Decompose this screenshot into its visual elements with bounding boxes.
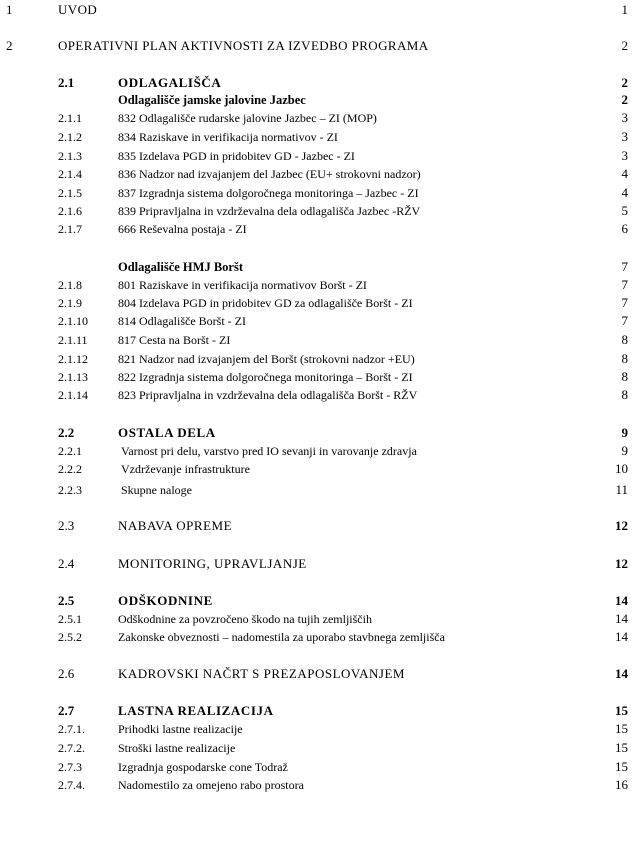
toc-number: 2.7.1. — [58, 722, 85, 736]
toc-page: 11 — [615, 482, 628, 497]
toc-title: OPERATIVNI PLAN AKTIVNOSTI ZA IZVEDBO PROGRAMA — [58, 38, 429, 53]
toc-number: 2.5.2 — [58, 630, 82, 644]
toc-entry-nabava-opreme[interactable] — [0, 518, 637, 534]
toc-title: Stroški lastne realizacije — [118, 741, 236, 755]
toc-number: 2 — [6, 38, 13, 53]
toc-title: 832 Odlagališče rudarske jalovine Jazbec – ZI (MOP) — [118, 111, 377, 125]
toc-entry[interactable] — [0, 351, 637, 367]
toc-number: 2.2.1 — [58, 444, 82, 458]
toc-entry[interactable] — [0, 148, 637, 164]
toc-title: NABAVA OPREME — [118, 518, 233, 533]
toc-entry[interactable] — [0, 759, 637, 775]
toc-title: Izgradnja gospodarske cone Todraž — [118, 760, 288, 774]
toc-entry-odlagalisca[interactable] — [0, 75, 637, 91]
toc-page: 3 — [621, 110, 628, 125]
toc-entry-uvod[interactable] — [0, 2, 637, 18]
toc-page: 2 — [621, 38, 628, 53]
toc-entry-operativni-plan[interactable] — [0, 38, 637, 54]
toc-number: 2.2 — [58, 425, 75, 440]
toc-title: Nadomestilo za omejeno rabo prostora — [118, 778, 304, 792]
toc-page: 9 — [621, 425, 628, 440]
toc-subheading-borst[interactable] — [0, 259, 637, 275]
toc-page: 14 — [615, 666, 628, 681]
toc-subheading-jazbec[interactable] — [0, 92, 637, 108]
toc-number: 2.3 — [58, 518, 75, 533]
toc-number: 2.1.4 — [58, 167, 82, 181]
toc-page: 9 — [621, 443, 628, 458]
toc-number: 2.1.7 — [58, 222, 82, 236]
toc-number: 2.1.6 — [58, 204, 82, 218]
toc-number: 2.1.10 — [58, 314, 88, 328]
toc-number: 2.2.2 — [58, 462, 82, 476]
toc-page: 15 — [615, 721, 628, 736]
toc-page: 4 — [621, 166, 628, 181]
toc-entry[interactable] — [0, 110, 637, 126]
toc-page: 5 — [621, 203, 628, 218]
toc-title: 817 Cesta na Boršt - ZI — [118, 333, 231, 347]
toc-page: 8 — [621, 369, 628, 384]
toc-entry[interactable] — [0, 777, 637, 793]
toc-title: ODLAGALIŠČA — [118, 75, 222, 90]
toc-title: UVOD — [58, 2, 98, 17]
toc-entry[interactable] — [0, 332, 637, 348]
toc-title: 804 Izdelava PGD in pridobitev GD za odlagališče Boršt - ZI — [118, 296, 413, 310]
toc-entry[interactable] — [0, 387, 637, 403]
toc-entry[interactable] — [0, 221, 637, 237]
toc-entry-lastna-realizacija[interactable] — [0, 703, 637, 719]
toc-number: 2.2.3 — [58, 483, 82, 497]
toc-title: 814 Odlagališče Boršt - ZI — [118, 314, 246, 328]
toc-page: 7 — [621, 313, 628, 328]
toc-page: 15 — [615, 703, 628, 718]
toc-title: 821 Nadzor nad izvajanjem del Boršt (strokovni nadzor +EU) — [118, 352, 415, 366]
toc-entry-kadrovski-nacrt[interactable] — [0, 666, 637, 682]
toc-entry[interactable] — [0, 721, 637, 737]
toc-number: 2.1.9 — [58, 296, 82, 310]
toc-number: 2.7.3 — [58, 760, 82, 774]
toc-number: 2.1.12 — [58, 352, 88, 366]
toc-number: 2.7.2. — [58, 741, 85, 755]
toc-entry[interactable] — [0, 129, 637, 145]
toc-number: 2.1.1 — [58, 111, 82, 125]
toc-page: 3 — [621, 129, 628, 144]
toc-page: 1 — [621, 2, 628, 17]
toc-page: 8 — [621, 351, 628, 366]
toc-title: Odškodnine za povzročeno škodo na tujih zemljiščih — [118, 612, 372, 626]
toc-entry-odskodnine[interactable] — [0, 593, 637, 609]
toc-title: 822 Izgradnja sistema dolgoročnega monitoringa – Boršt - ZI — [118, 370, 413, 384]
toc-title: 839 Pripravljalna in vzdrževalna dela odlagališča Jazbec -RŽV — [118, 204, 421, 218]
toc-entry[interactable] — [0, 461, 637, 477]
toc-title: 835 Izdelava PGD in pridobitev GD - Jazbec - ZI — [118, 149, 355, 163]
toc-page: 8 — [621, 332, 628, 347]
toc-title: Prihodki lastne realizacije — [118, 722, 243, 736]
toc-entry[interactable] — [0, 313, 637, 329]
toc-title: Skupne naloge — [121, 483, 192, 497]
toc-page: 14 — [615, 611, 628, 626]
toc-title: 801 Raziskave in verifikacija normativov Boršt - ZI — [118, 278, 367, 292]
toc-title: 823 Pripravljalna in vzdrževalna dela odlagališča Boršt - RŽV — [118, 388, 418, 402]
toc-title: 837 Izgradnja sistema dolgoročnega monitoringa – Jazbec - ZI — [118, 186, 419, 200]
toc-title: OSTALA DELA — [118, 425, 216, 440]
toc-page: 2 — [621, 75, 628, 90]
toc-page: 12 — [615, 518, 628, 533]
toc-page: 8 — [621, 387, 628, 402]
toc-page: 7 — [621, 259, 628, 274]
toc-number: 2.6 — [58, 666, 75, 681]
toc-entry[interactable] — [0, 166, 637, 182]
toc-title: LASTNA REALIZACIJA — [118, 703, 274, 718]
toc-entry[interactable] — [0, 740, 637, 756]
toc-page: 15 — [615, 740, 628, 755]
toc-number: 2.1.8 — [58, 278, 82, 292]
toc-number: 2.1.5 — [58, 186, 82, 200]
toc-number: 2.1 — [58, 75, 75, 90]
toc-page: 3 — [621, 148, 628, 163]
toc-page: 10 — [615, 461, 628, 476]
toc-entry[interactable] — [0, 277, 637, 293]
toc-page: 14 — [615, 593, 628, 608]
toc-number: 2.5 — [58, 593, 75, 608]
toc-title: 836 Nadzor nad izvajanjem del Jazbec (EU+ strokovni nadzor) — [118, 167, 421, 181]
toc-number: 2.7.4. — [58, 778, 85, 792]
toc-page: 15 — [615, 759, 628, 774]
toc-number: 2.1.2 — [58, 130, 82, 144]
toc-title: Zakonske obveznosti – nadomestila za uporabo stavbnega zemljišča — [118, 630, 445, 644]
toc-title: Odlagališče HMJ Boršt — [118, 260, 243, 274]
toc-title: Varnost pri delu, varstvo pred IO sevanji in varovanje zdravja — [121, 444, 417, 458]
toc-page: 2 — [621, 92, 628, 107]
toc-entry[interactable] — [0, 295, 637, 311]
toc-number: 2.5.1 — [58, 612, 82, 626]
toc-page: 6 — [621, 221, 628, 236]
toc-page: 7 — [621, 295, 628, 310]
toc-number: 2.1.11 — [58, 333, 88, 347]
toc-page: 16 — [615, 777, 628, 792]
toc-page: 14 — [615, 629, 628, 644]
toc-number: 1 — [6, 2, 13, 17]
toc-entry[interactable] — [0, 611, 637, 627]
toc-title: KADROVSKI NAČRT S PREZAPOSLOVANJEM — [118, 666, 405, 681]
toc-entry-ostala-dela[interactable] — [0, 425, 637, 441]
toc-entry[interactable] — [0, 482, 637, 498]
toc-title: MONITORING, UPRAVLJANJE — [118, 556, 307, 571]
toc-number: 2.1.3 — [58, 149, 82, 163]
toc-title: 834 Raziskave in verifikacija normativov - ZI — [118, 130, 338, 144]
toc-entry[interactable] — [0, 185, 637, 201]
toc-entry-monitoring[interactable] — [0, 556, 637, 572]
toc-number: 2.1.13 — [58, 370, 88, 384]
toc-number: 2.7 — [58, 703, 75, 718]
toc-number: 2.1.14 — [58, 388, 88, 402]
toc-entry[interactable] — [0, 443, 637, 459]
toc-title: Odlagališče jamske jalovine Jazbec — [118, 93, 306, 107]
toc-title: 666 Reševalna postaja - ZI — [118, 222, 247, 236]
toc-title: ODŠKODNINE — [118, 593, 213, 608]
toc-page: 7 — [621, 277, 628, 292]
toc-number: 2.4 — [58, 556, 75, 571]
toc-entry[interactable] — [0, 369, 637, 385]
toc-page: 12 — [615, 556, 628, 571]
toc-title: Vzdrževanje infrastrukture — [121, 462, 250, 476]
toc-page: 4 — [621, 185, 628, 200]
toc-entry[interactable] — [0, 203, 637, 219]
toc-entry[interactable] — [0, 629, 637, 645]
